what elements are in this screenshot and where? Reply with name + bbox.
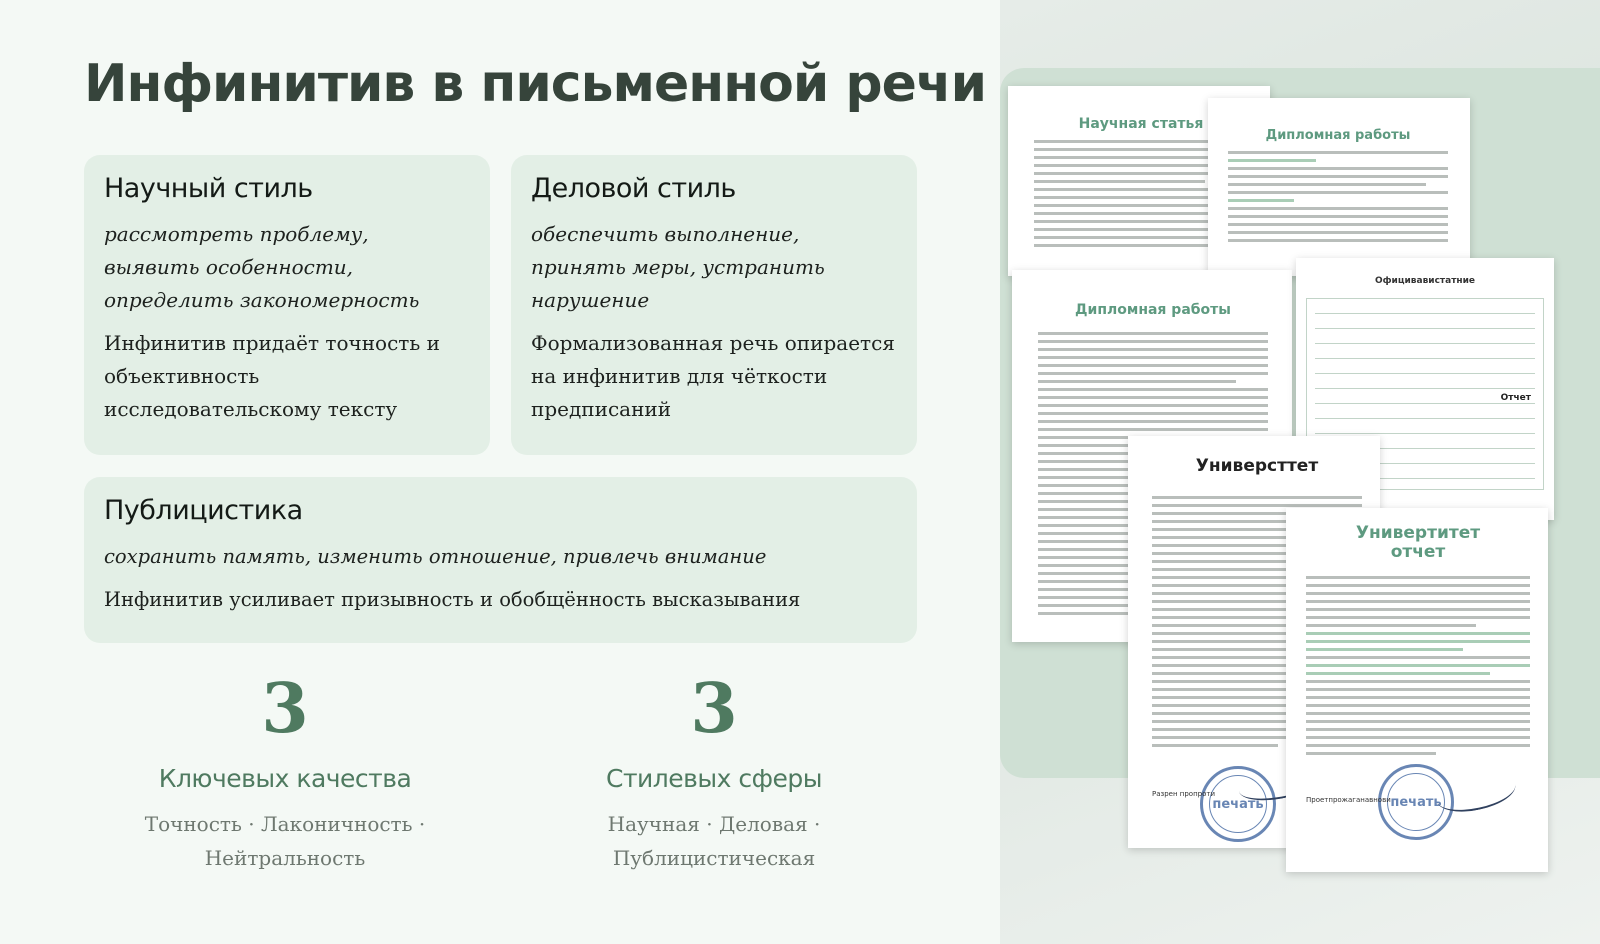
paper-title: Научная статья [1078, 116, 1204, 132]
card-scientific-style [84, 155, 490, 455]
stat-label: Ключевых качества [158, 764, 412, 793]
paper-title: Официвавистатние [1374, 276, 1476, 286]
card-description: Инфинитив придаёт точность и объективность исследовательскому тексту [104, 331, 440, 421]
card-description: Инфинитив усиливает призывность и обобщённость высказывания [104, 588, 801, 611]
stat-label: Стилевых сферы [606, 764, 822, 793]
paper-footer: Разрен пропроти [1152, 790, 1216, 798]
stat-number: 3 [690, 669, 738, 749]
card-journalism [84, 477, 917, 643]
paper-title: Универтитет отчет [1355, 523, 1481, 562]
documents-illustration [1000, 0, 1600, 944]
paper-text-lines [1306, 576, 1530, 755]
paper-diploma-top [1208, 98, 1470, 276]
paper-title: Дипломная работы [1075, 302, 1231, 318]
page-title: Инфинитив в письменной речи [84, 54, 987, 114]
paper-university-report [1286, 508, 1548, 872]
stat-key-qualities [95, 670, 475, 875]
paper-title: Дипломная работы [1265, 128, 1411, 143]
card-examples: сохранить память, изменить отношение, привлечь внимание [104, 545, 767, 568]
card-examples: рассмотреть проблему, выявить особенности, определить закономерность [104, 222, 420, 312]
stamp-icon: печать [1200, 766, 1276, 842]
card-heading: Деловой стиль [531, 173, 736, 204]
stat-style-spheres [524, 670, 904, 875]
form-report-label: Отчет [1500, 393, 1531, 403]
stat-subtitle: Научная · Деловая · Публицистическая [607, 812, 821, 870]
card-description: Формализованная речь опирается на инфинитив для чёткости предписаний [531, 331, 895, 421]
paper-title: Универсттет [1195, 456, 1319, 476]
card-business-style [511, 155, 917, 455]
paper-footer: Проетпрожаганавнови [1306, 796, 1391, 804]
stat-subtitle: Точность · Лаконичность · Нейтральность [144, 812, 426, 870]
card-examples: обеспечить выполнение, принять меры, устранить нарушение [531, 222, 825, 312]
stamp-icon: печать [1378, 764, 1454, 840]
stat-number: 3 [261, 669, 309, 749]
card-heading: Научный стиль [104, 173, 313, 204]
paper-text-lines [1228, 151, 1448, 242]
card-heading: Публицистика [104, 495, 303, 526]
